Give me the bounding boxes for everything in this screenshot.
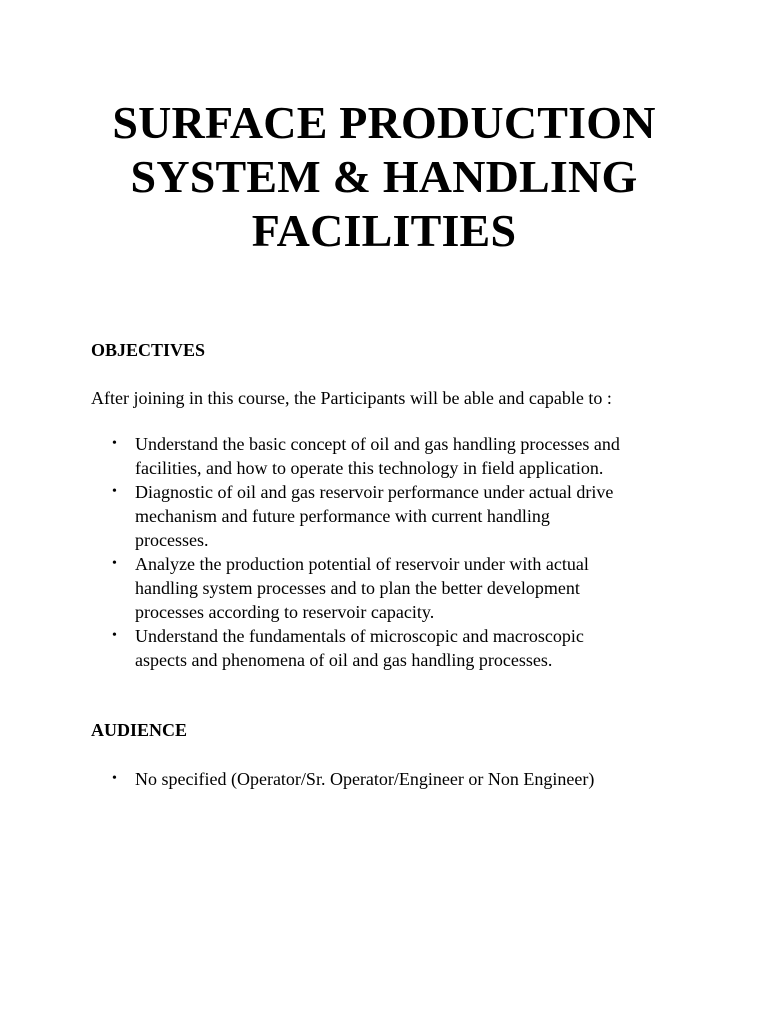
text-line: Understand the basic concept of oil and gas handling processes and [135, 434, 620, 454]
list-item [91, 767, 691, 791]
text-line: mechanism and future performance with current handling [135, 506, 550, 526]
audience-heading: AUDIENCE [91, 720, 188, 740]
objectives-list [91, 432, 691, 672]
objectives-intro: After joining in this course, the Participants will be able and capable to : [91, 388, 612, 408]
title-line: FACILITIES [251, 205, 517, 256]
list-item [91, 624, 691, 672]
bullet-icon: • [112, 436, 117, 451]
title-line: SURFACE PRODUCTION [112, 97, 656, 148]
list-item-text [135, 432, 691, 480]
bullet-icon: • [112, 484, 117, 499]
text-line: aspects and phenomena of oil and gas handling processes. [135, 650, 553, 670]
list-item-text [135, 767, 691, 791]
bullet-icon: • [112, 556, 117, 571]
bullet-icon: • [112, 628, 117, 643]
text-line: handling system processes and to plan the better development [135, 578, 580, 598]
title-line: SYSTEM & HANDLING [130, 151, 638, 202]
text-line: No specified (Operator/Sr. Operator/Engineer or Non Engineer) [135, 769, 595, 789]
list-item-text [135, 480, 691, 552]
list-item-text [135, 552, 691, 624]
text-line: processes according to reservoir capacity. [135, 602, 435, 622]
list-item [91, 480, 691, 552]
text-line: processes. [135, 530, 209, 550]
objectives-heading: OBJECTIVES [91, 340, 206, 360]
bullet-icon: • [112, 771, 117, 786]
list-item [91, 552, 691, 624]
text-line: Understand the fundamentals of microscopic and macroscopic [135, 626, 584, 646]
list-item-text [135, 624, 691, 672]
text-line: facilities, and how to operate this technology in field application. [135, 458, 604, 478]
text-line: Analyze the production potential of reservoir under with actual [135, 554, 589, 574]
text-line: Diagnostic of oil and gas reservoir performance under actual drive [135, 482, 614, 502]
document-title [0, 96, 768, 258]
audience-list [91, 767, 691, 791]
list-item [91, 432, 691, 480]
